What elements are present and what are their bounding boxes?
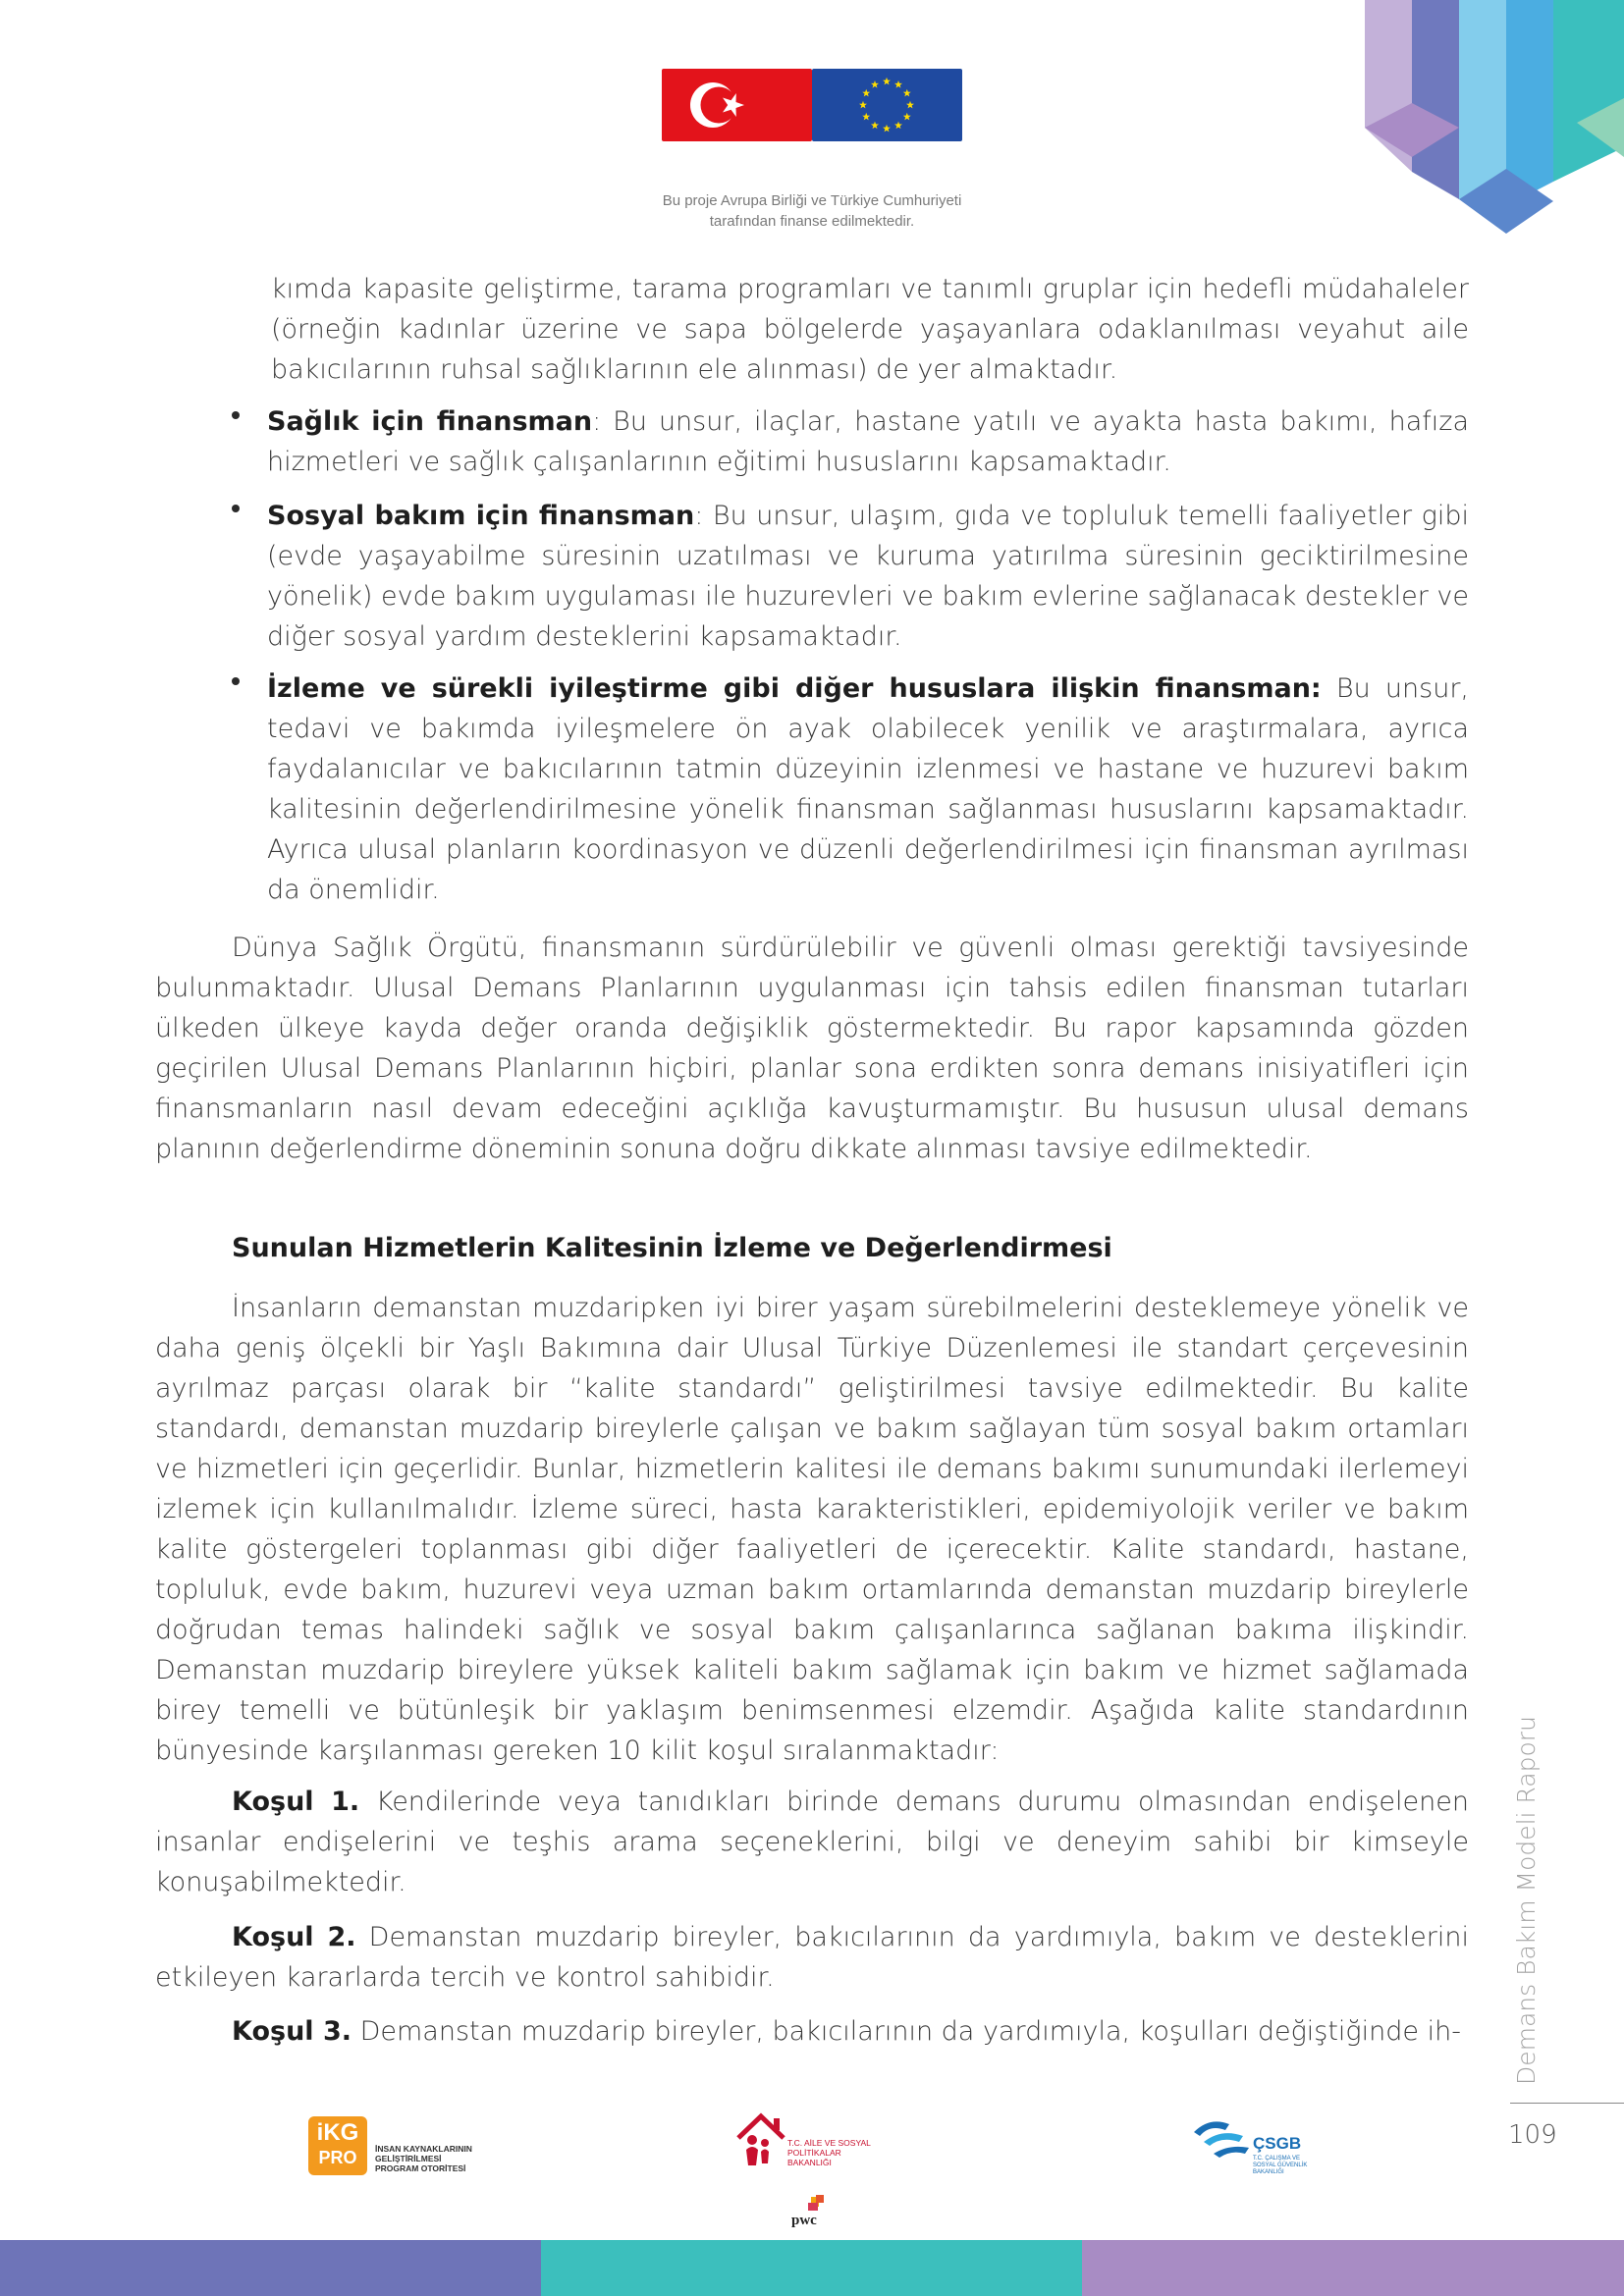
csgb-mark-icon bbox=[1190, 2114, 1253, 2158]
eu-flag-icon bbox=[812, 69, 962, 141]
eu-star-icon bbox=[906, 101, 914, 109]
eu-funding-note bbox=[589, 190, 1035, 232]
sidebar-divider bbox=[1510, 2103, 1624, 2104]
bullet-item-health-financing bbox=[267, 401, 1469, 482]
header-flags bbox=[662, 69, 962, 141]
eu-star-icon bbox=[883, 78, 891, 85]
ikg-pro-logo bbox=[308, 2114, 475, 2183]
bottom-bar-left bbox=[0, 2240, 541, 2296]
family-house-icon bbox=[734, 2110, 787, 2169]
csgb-ministry-logo bbox=[1190, 2114, 1318, 2179]
bullet-item-monitoring-financing bbox=[267, 668, 1469, 910]
section-heading: Sunulan Hizmetlerin Kalitesinin İzleme ve Değerlendirmesi bbox=[232, 1233, 1112, 1263]
bottom-bar-right bbox=[1082, 2240, 1624, 2296]
ikg-line-2: PRO bbox=[318, 2148, 357, 2167]
eu-star-icon bbox=[859, 101, 867, 109]
eu-star-icon bbox=[903, 113, 911, 121]
condition-text: Demanstan muzdarip bireyler, bakıcılarının da yardımıyla, koşulları değiştiğinde ih- bbox=[352, 2016, 1461, 2047]
condition-text: Demanstan muzdarip bireyler, bakıcılarının da yardımıyla, bakım ve desteklerini etkileyen kararlarda tercih ve kontrol sahibidir. bbox=[155, 1922, 1469, 1993]
bullet-title: Sosyal bakım için finansman bbox=[267, 501, 695, 531]
quality-paragraph: İnsanların demanstan muzdaripken iyi birer yaşam sürebilmelerini desteklemeye yönelik ve daha geniş ölçekli bir Yaşlı Bakımına dair Ulusal Türkiye Düzenlemesi ile standart çerçevesinin ayrılmaz parçası olarak bir “kalite standardı” geliştirilmesi tavsiye edilmektedir. Bu kalite standardı, demanstan muzdarip bireylerle çalışan ve bakım sağlayan tüm sosyal bakım ortamları ve hizmetleri için geçerlidir. Bunlar, hizmetlerin kalitesi ile demans bakımı sunumundaki ilerlemeyi izlemek için kullanılmalıdır. İzleme süreci, hasta karakteristikleri, epidemiyolojik veriler ve bakım kalite göstergeleri toplanması gibi diğer faaliyetleri de içerecektir. Kalite standardı, hastane, topluluk, evde bakım, huzurevi veya uzman bakım ortamlarında demanstan muzdarip bireylerle doğrudan temas halindeki sağlık ve sosyal bakım çalışanlarınca sağlanan bakıma ilişkindir. Demanstan muzdarip bireylere yüksek kaliteli bakım sağlamak için bakım ve hizmet sağlamada birey temelli ve bütünleşik bir yaklaşım benimsenmesi elzemdir. Aşağıda kalite standardının bünyesinde karşılanması gereken 10 kilit koşul sıralanmaktadır: bbox=[155, 1293, 1469, 1766]
pwc-mark-icon bbox=[791, 2195, 831, 2213]
eu-star-icon bbox=[883, 125, 891, 133]
ikg-pro-badge-icon bbox=[308, 2116, 367, 2175]
bullet-dot bbox=[232, 505, 240, 512]
eu-note-line-2: tarafından finanse edilmektedir. bbox=[709, 213, 915, 230]
eu-star-icon bbox=[871, 80, 879, 88]
bullet-title: Sağlık için finansman bbox=[267, 406, 593, 437]
condition-1 bbox=[155, 1782, 1469, 1902]
condition-3 bbox=[155, 2011, 1469, 2052]
bullet-text: : Bu unsur, ilaçlar, hastane yatılı ve ayakta hasta bakımı, hafıza hizmetleri ve sağlık çalışanlarının eğitimi hususlarını kapsamaktadır. bbox=[267, 406, 1469, 477]
condition-label: Koşul 1. bbox=[232, 1787, 360, 1817]
eu-star-icon bbox=[894, 122, 902, 130]
eu-note-line-1: Bu proje Avrupa Birliği ve Türkiye Cumhuriyeti bbox=[662, 192, 962, 209]
corner-decoration-icon bbox=[1365, 0, 1624, 236]
page-number: 109 bbox=[1508, 2120, 1557, 2150]
bullet-item-social-care-financing bbox=[267, 496, 1469, 657]
ikg-line-1: iKG bbox=[316, 2119, 359, 2146]
bullet-dot bbox=[232, 677, 240, 685]
bullet-text: Bu unsur, tedavi ve bakımda iyileşmelere ön ayak olabilecek yenilik ve araştırmalara, ayrıca faydalanıcılar ve bakıcılarının tatmin düzeyinin izlenmesi ve hastane ve huzurevi bakım kalitesinin değerlendirilmesine yönelik finansman sağlanması hususlarını kapsamaktadır. Ayrıca ulusal planların koordinasyon ve düzenli değerlendirilmesi için finansman ayrılması da önemlidir. bbox=[267, 673, 1469, 905]
ikg-pro-caption: İNSAN KAYNAKLARININ GELİŞTİRİLMESİ PROGRAM OTORİTESİ bbox=[375, 2144, 472, 2173]
eu-star-icon bbox=[894, 80, 902, 88]
condition-text: Kendilerinde veya tanıdıkları birinde demans durumu olmasından endişelenen insanlar endişelerini ve teşhis arama seçeneklerini, bilgi ve deneyim sahibi bir kimseyle konuşabilmektedir. bbox=[155, 1787, 1469, 1897]
report-title-vertical: Demans Bakım Modeli Raporu bbox=[1512, 1716, 1541, 2085]
who-paragraph: Dünya Sağlık Örgütü, finansmanın sürdürülebilir ve güvenli olması gerektiği tavsiyesinde bulunmaktadır. Ulusal Demans Planlarının uygulanması için tahsis edilen finansman tutarları ülkeden ülkeye kayda değer oranda değişiklik göstermektedir. Bu rapor kapsamında gözden geçirilen Ulusal Demans Planlarının hiçbiri, planlar sona erdikten sonra demans inisiyatifleri için finansmanların nasıl devam edeceğini açıklığa kavuşturmamıştır. Bu hususun ulusal demans planının değerlendirme döneminin sonuna doğru dikkate alınması tavsiye edilmektedir. bbox=[155, 933, 1469, 1164]
condition-2 bbox=[155, 1917, 1469, 1998]
eu-star-icon bbox=[862, 89, 870, 97]
asp-ministry-caption: T.C. AİLE VE SOSYAL POLİTİKALAR BAKANLIĞI bbox=[787, 2138, 871, 2167]
bottom-bar-middle bbox=[541, 2240, 1082, 2296]
pwc-wordmark: pwc bbox=[791, 2213, 817, 2228]
asp-ministry-logo bbox=[734, 2110, 892, 2179]
eu-star-icon bbox=[871, 122, 879, 130]
eu-star-icon bbox=[862, 113, 870, 121]
csgb-caption: T.C. ÇALIŞMA VE SOSYAL GÜVENLİK BAKANLIĞI bbox=[1253, 2156, 1308, 2175]
bullet-text: : Bu unsur, ulaşım, gıda ve topluluk temelli faaliyetler gibi (evde yaşayabilme süresinin uzatılması ve kuruma yatırılma süresinin geciktirilmesine yönelik) evde bakım uygulaması ile huzurevleri ve bakım evlerine sağlanacak destekler ve diğer sosyal yardım desteklerini kapsamaktadır. bbox=[267, 501, 1469, 652]
eu-star-icon bbox=[903, 89, 911, 97]
condition-label: Koşul 3. bbox=[232, 2016, 352, 2047]
bullet-dot bbox=[232, 411, 240, 419]
pwc-logo bbox=[791, 2195, 831, 2230]
bullet-title: İzleme ve sürekli iyileştirme gibi diğer hususlara ilişkin finansman: bbox=[267, 673, 1322, 704]
continuation-paragraph: kımda kapasite geliştirme, tarama programları ve tanımlı gruplar için hedefli müdahaleler (örneğin kadınlar üzerine ve sapa bölgelerde yaşayanlara odaklanılması veyahut aile bakıcılarının ruhsal sağlıklarının ele alınması) de yer almaktadır. bbox=[271, 274, 1469, 385]
csgb-wordmark: ÇSGB bbox=[1253, 2134, 1302, 2153]
turkey-flag-icon bbox=[662, 69, 812, 141]
condition-label: Koşul 2. bbox=[232, 1922, 356, 1952]
